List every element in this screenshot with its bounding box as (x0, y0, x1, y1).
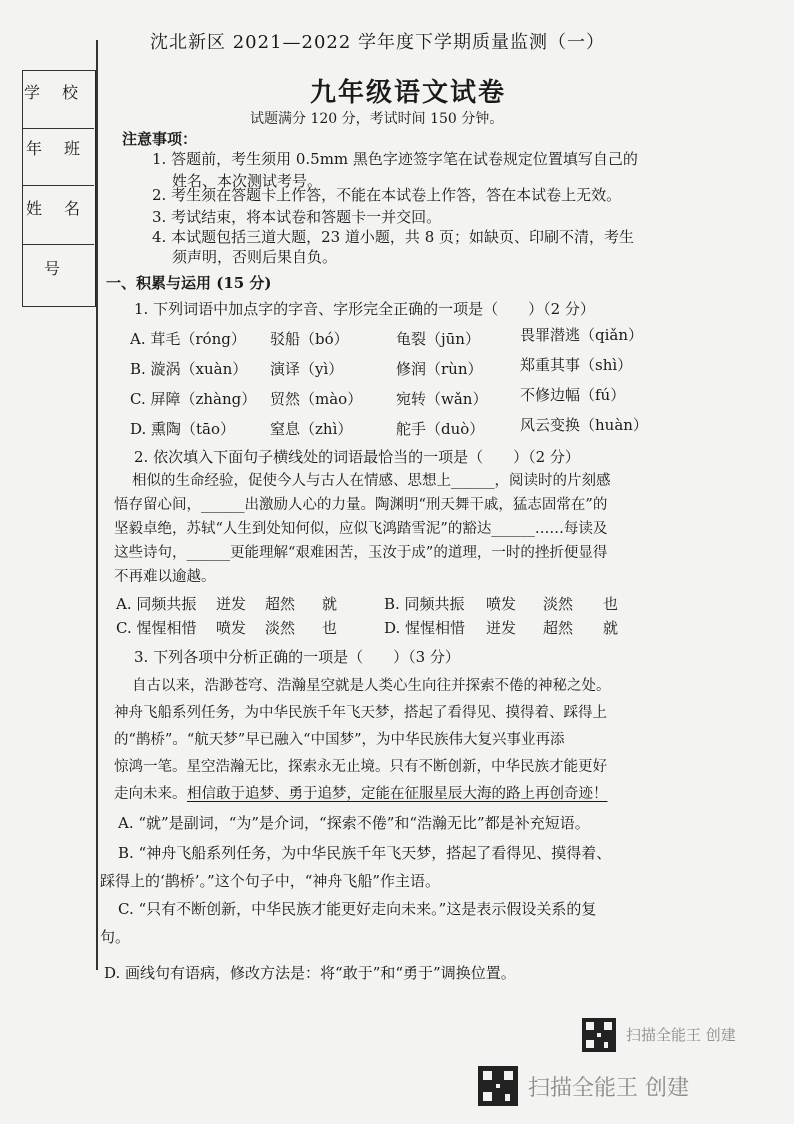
q2-option: 就 (322, 595, 338, 613)
q1-option: 龟裂（jūn） (396, 330, 480, 348)
notes-heading: 注意事项： (122, 130, 198, 148)
q3-option: A. “就”是副词，“为”是介词，“探索不倦”和“浩瀚无比”都是补充短语。 (118, 814, 590, 832)
q1-option: 不修边幅（fú） (520, 386, 626, 404)
q2-option: 超然 (543, 619, 574, 637)
q1-option: 舵手（duò） (396, 420, 485, 438)
qr-code-icon (582, 1018, 616, 1052)
q1-option: A. 茸毛（róng） (130, 330, 246, 348)
note-item: 3. 考试结束，将本试卷和答题卡一并交回。 (152, 208, 442, 226)
q2-option: 迸发 (486, 619, 517, 637)
watermark-small: 扫描全能王 创建 (626, 1026, 736, 1044)
q1-option: 驳船（bó） (270, 330, 349, 348)
q3-option: B. “神舟飞船系列任务，为中华民族千年飞天梦，搭起了看得见、摸得着、 (118, 844, 612, 862)
q1-option: D. 熏陶（tāo） (130, 420, 236, 438)
q2-option: 淡然 (543, 595, 574, 613)
q3-option: D. 画线句有语病，修改方法是：将“敢于”和“勇于”调换位置。 (104, 964, 516, 982)
question-2-stem: 2. 依次填入下面句子横线处的词语最恰当的一项是（ ）（2 分） (134, 448, 580, 466)
q2-option: B. 同频共振 (384, 595, 465, 613)
number-label: 号 (44, 259, 83, 278)
note-item: 4. 本试题包括三道大题，23 道小题，共 8 页；如缺页、印刷不清，考生 (152, 228, 635, 246)
exam-subtitle: 试题满分 120 分，考试时间 150 分钟。 (250, 111, 504, 127)
q3-passage-line: 惊鸿一笔。星空浩瀚无比，探索永无止境。只有不断创新，中华民族才能更好 (114, 759, 607, 775)
q2-option: 就 (603, 619, 619, 637)
q1-option: 修润（rùn） (396, 360, 483, 378)
question-3-stem: 3. 下列各项中分析正确的一项是（ ）（3 分） (134, 648, 460, 666)
note-item: 2. 考生须在答题卡上作答，不能在本试卷上作答，答在本试卷上无效。 (152, 186, 622, 204)
q2-option: 喷发 (486, 595, 517, 613)
q1-option: 畏罪潜逃（qiǎn） (520, 326, 644, 344)
q2-passage-line: 不再难以逾越。 (114, 569, 216, 585)
page-title: 九年级语文试卷 (310, 78, 507, 108)
q1-option: 演译（yì） (270, 360, 344, 378)
divider (22, 128, 94, 129)
q2-passage-line: 悟存留心间，______出激励人心的力量。陶渊明“刑天舞干戚，猛志固常在”的 (114, 497, 608, 513)
q3-option: 句。 (100, 928, 131, 946)
watermark-large: 扫描全能王 创建 (528, 1076, 689, 1101)
q1-option: 郑重其事（shì） (520, 356, 633, 374)
q1-option: 窒息（zhì） (270, 420, 353, 438)
q2-option: 迸发 (216, 595, 247, 613)
q2-passage-line: 相似的生命经验，促使今人与古人在情感、思想上______，阅读时的片刻感 (132, 473, 611, 489)
exam-header: 沈北新区 2021—2022 学年度下学期质量监测（一） (150, 32, 606, 53)
q1-option: C. 屏障（zhàng） (130, 390, 257, 408)
q3-passage-line: 自古以来，浩渺苍穹、浩瀚星空就是人类心生向往并探索不倦的神秘之处。 (132, 678, 611, 694)
q1-option: 贸然（mào） (270, 390, 363, 408)
q2-option: 也 (322, 619, 338, 637)
divider (22, 244, 94, 245)
q2-option: D. 惺惺相惜 (384, 619, 466, 637)
q2-option: A. 同频共振 (116, 595, 197, 613)
q2-passage-line: 坚毅卓绝，苏轼“人生到处知何似，应似飞鸿踏雪泥”的豁达______……每读及 (114, 521, 608, 537)
q3-option: 踩得上的‘鹊桥’。”这个句子中，“神舟飞船”作主语。 (100, 872, 441, 890)
qr-code-icon (478, 1066, 518, 1106)
q1-option: 风云变换（huàn） (520, 416, 648, 434)
q3-passage-line: 走向未来。 (114, 786, 187, 802)
q1-option: B. 漩涡（xuàn） (130, 360, 248, 378)
q2-passage-line: 这些诗句，______更能理解“艰难困苦，玉汝于成”的道理，一时的挫折便显得 (114, 545, 608, 561)
q2-option: 也 (603, 595, 619, 613)
q2-option: 淡然 (265, 619, 296, 637)
q3-option: C. “只有不断创新，中华民族才能更好走向未来。”这是表示假设关系的复 (118, 900, 597, 918)
q3-underlined-sentence: 相信敢于追梦、勇于追梦，定能在征服星辰大海的路上再创奇迹！ (187, 786, 608, 802)
q2-option: 超然 (265, 595, 296, 613)
divider (22, 185, 94, 186)
q1-option: 宛转（wǎn） (396, 390, 488, 408)
section-heading: 一、积累与运用 (15 分) (106, 274, 272, 292)
school-label: 学校 (24, 83, 101, 102)
name-label: 姓名 (26, 199, 103, 218)
note-item: 姓名、本次测试考号。 (172, 172, 323, 190)
q3-passage-line: 神舟飞船系列任务，为中华民族千年飞天梦，搭起了看得见、摸得着、踩得上 (114, 705, 607, 721)
q2-option: C. 惺惺相惜 (116, 619, 197, 637)
binding-line (96, 40, 98, 970)
class-label: 年班 (26, 139, 103, 158)
question-1-stem: 1. 下列词语中加点字的字音、字形完全正确的一项是（ ）（2 分） (134, 300, 595, 318)
q2-option: 喷发 (216, 619, 247, 637)
note-item: 1. 答题前，考生须用 0.5mm 黑色字迹签字笔在试卷规定位置填写自己的 (152, 150, 638, 168)
q3-passage-line: 的“鹊桥”。“航天梦”早已融入“中国梦”，为中华民族伟大复兴事业再添 (114, 732, 565, 748)
note-item: 须声明，否则后果自负。 (172, 248, 338, 266)
